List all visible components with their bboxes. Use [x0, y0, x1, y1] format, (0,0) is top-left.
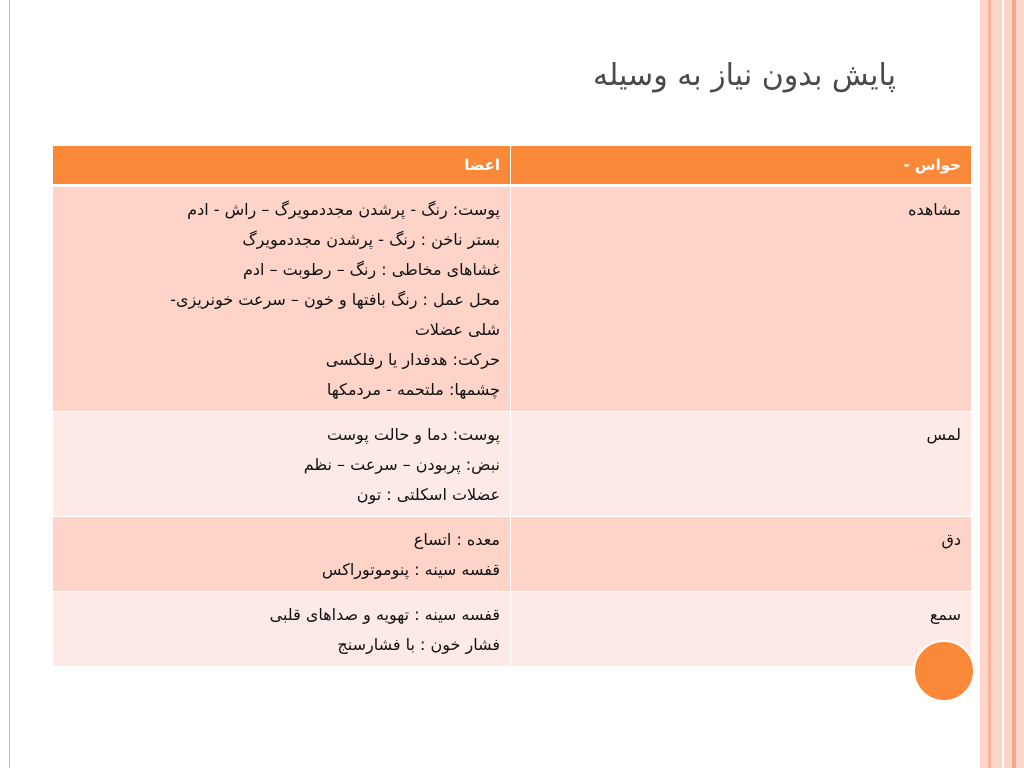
sense-cell: لمس: [511, 412, 972, 517]
organ-line: قفسه سینه : پنوموتوراکس: [321, 560, 500, 579]
organ-line: پوست: دما و حالت پوست: [326, 425, 500, 444]
organs-cell: [53, 592, 511, 667]
organ-line: نبض: پربودن – سرعت – نظم: [303, 455, 500, 474]
organ-line: معده : اتساع: [413, 530, 500, 549]
organs-cell: [53, 412, 511, 517]
organ-line: قفسه سینه : تهویه و صداهای قلبی: [269, 605, 500, 624]
organ-line: چشمها: ملتحمه - مردمکها: [326, 380, 500, 399]
left-frame-line: [9, 0, 10, 768]
sense-cell: سمع: [511, 592, 972, 667]
slide-title: پایش بدون نیاز به وسیله: [592, 58, 896, 93]
senses-organs-table: [52, 145, 972, 667]
sense-cell: دق: [511, 517, 972, 592]
organ-line: عضلات اسکلتی : تون: [356, 485, 500, 504]
decorative-circle: [913, 640, 975, 702]
header-organs: اعضا: [53, 146, 511, 186]
organs-cell: [53, 186, 511, 412]
organs-cell: [53, 517, 511, 592]
organ-line: حرکت: هدفدار یا رفلکسی: [325, 350, 500, 369]
right-frame-line: [1012, 0, 1016, 768]
header-senses: حواس -: [511, 146, 972, 186]
organ-line: غشاهای مخاطی : رنگ – رطوبت – ادم: [242, 260, 500, 279]
sense-cell: مشاهده: [511, 186, 972, 412]
organ-line: پوست: رنگ - پرشدن مجددمویرگ – راش - ادم: [187, 200, 500, 219]
organ-line: فشار خون : با فشارسنج: [337, 635, 500, 654]
table-header-row: [53, 146, 972, 186]
organ-line: بستر ناخن : رنگ - پرشدن مجددمویرگ: [242, 230, 500, 249]
table-row: [53, 412, 972, 517]
table-row: [53, 592, 972, 667]
organ-line: محل عمل : رنگ بافتها و خون – سرعت خونریزی-: [170, 290, 500, 309]
right-frame-line: [1002, 0, 1004, 768]
table-row: [53, 186, 972, 412]
table-row: [53, 517, 972, 592]
right-frame-line: [988, 0, 991, 768]
organ-line: شلی عضلات: [414, 320, 500, 339]
